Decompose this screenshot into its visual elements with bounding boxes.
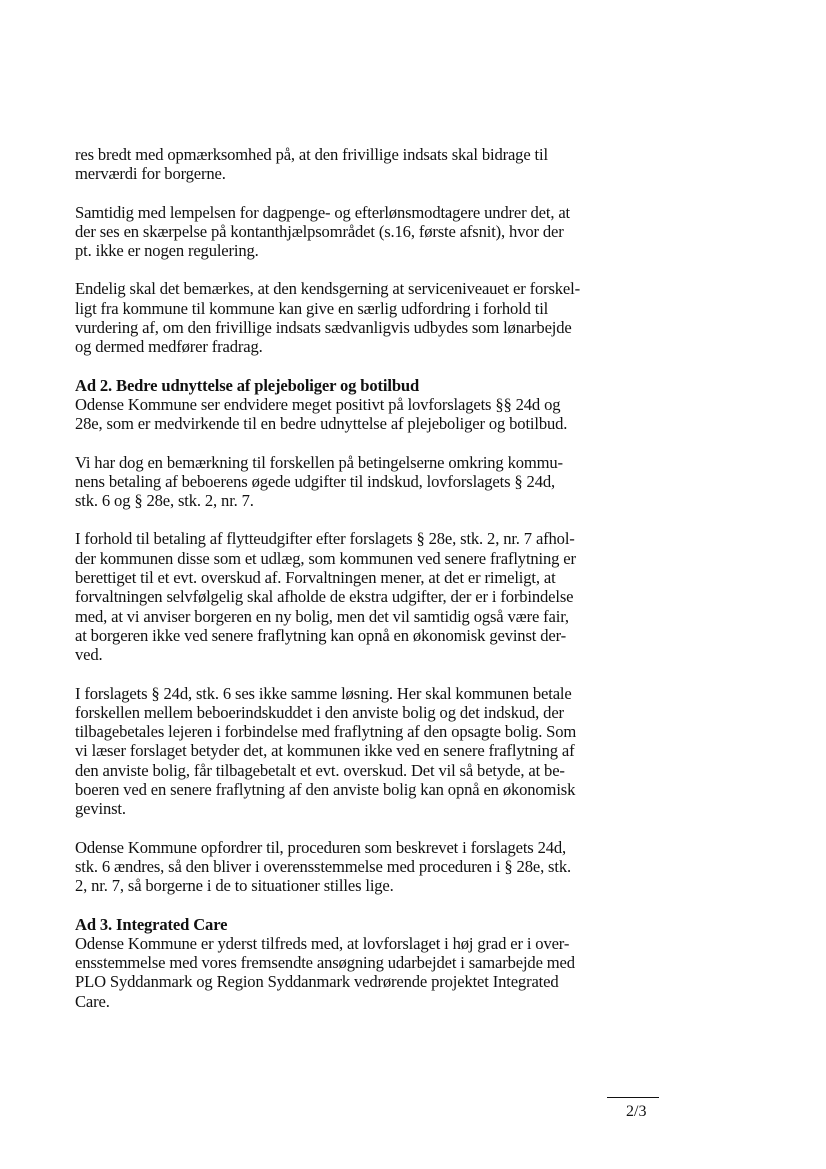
text-line: pt. ikke er nogen regulering. [75,241,259,261]
text-line: boeren ved en senere fraflytning af den anviste bolig kan opnå en økonomisk [75,780,576,800]
text-line: I forhold til betaling af flytteudgifter efter forslagets § 28e, stk. 2, nr. 7 afhol- [75,529,575,549]
page-number: 2/3 [626,1103,647,1120]
paragraph [75,145,610,184]
text-line: 28e, som er medvirkende til en bedre udnyttelse af plejeboliger og botilbud. [75,414,568,434]
text-line: 2, nr. 7, så borgerne i de to situationer stilles lige. [75,876,394,896]
text-line: ligt fra kommune til kommune kan give en særlig udfordring i forhold til [75,298,549,318]
document-body [75,145,610,1030]
footer-divider [607,1097,659,1098]
text-line: Vi har dog en bemærkning til forskellen på betingelserne omkring kommu- [75,452,563,472]
text-line: Odense Kommune opfordrer til, proceduren som beskrevet i forslagets 24d, [75,837,567,857]
text-line: forvaltningen selvfølgelig skal afholde de ekstra udgifter, der er i forbindelse [75,587,574,607]
text-line: res bredt med opmærksomhed på, at den frivillige indsats skal bidrage til [75,145,548,164]
text-line: og dermed medfører fradrag. [75,337,263,357]
text-line: med, at vi anviser borgeren en ny bolig, men det vil samtidig også være fair, [75,606,569,626]
text-line: Odense Kommune ser endvidere meget positivt på lovforslagets §§ 24d og [75,394,561,414]
text-line: Care. [75,991,110,1011]
text-line: Endelig skal det bemærkes, at den kendsgerning at serviceniveauet er forskel- [75,279,580,299]
text-line: I forslagets § 24d, stk. 6 ses ikke samme løsning. Her skal kommunen betale [75,683,572,703]
text-line: ensstemmelse med vores fremsendte ansøgning udarbejdet i samarbejde med [75,953,575,973]
text-line: der ses en skærpelse på kontanthjælpsområdet (s.16, første afsnit), hvor der [75,221,564,241]
text-line: vurdering af, om den frivillige indsats sædvanligvis udbydes som lønarbejde [75,318,572,338]
section-heading: Ad 3. Integrated Care [75,914,228,934]
text-line: tilbagebetales lejeren i forbindelse med fraflytning af den opsagte bolig. Som [75,722,577,742]
text-line: stk. 6 og § 28e, stk. 2, nr. 7. [75,491,254,511]
paragraph [75,915,610,1011]
paragraph [75,838,610,896]
paragraph [75,279,610,356]
text-line: stk. 6 ændres, så den bliver i overensstemmelse med proceduren i § 28e, stk. [75,856,571,876]
text-line: PLO Syddanmark og Region Syddanmark vedrørende projektet Integrated [75,972,559,992]
text-line: berettiget til et evt. overskud af. Forvaltningen mener, at det er rimeligt, at [75,568,556,588]
text-line: forskellen mellem beboerindskuddet i den anviste bolig og det indskud, der [75,702,564,722]
text-line: Odense Kommune er yderst tilfreds med, at lovforslaget i høj grad er i over- [75,933,570,953]
paragraph [75,203,610,261]
text-line: der kommunen disse som et udlæg, som kommunen ved senere fraflytning er [75,548,576,568]
text-line: gevinst. [75,799,126,819]
section-heading: Ad 2. Bedre udnyttelse af plejeboliger og botilbud [75,375,420,395]
text-line: den anviste bolig, får tilbagebetalt et evt. overskud. Det vil så betyde, at be- [75,760,565,780]
text-line: nens betaling af beboerens øgede udgifter til indskud, lovforslagets § 24d, [75,471,555,491]
paragraph [75,453,610,511]
text-line: ved. [75,645,103,665]
paragraph [75,684,610,819]
text-line: Samtidig med lempelsen for dagpenge- og efterlønsmodtagere undrer det, at [75,202,570,222]
paragraph [75,529,610,664]
text-line: at borgeren ikke ved senere fraflytning kan opnå en økonomisk gevinst der- [75,625,566,645]
paragraph [75,376,610,434]
text-line: vi læser forslaget betyder det, at kommunen ikke ved en senere fraflytning af [75,741,575,761]
text-line: merværdi for borgerne. [75,164,226,184]
